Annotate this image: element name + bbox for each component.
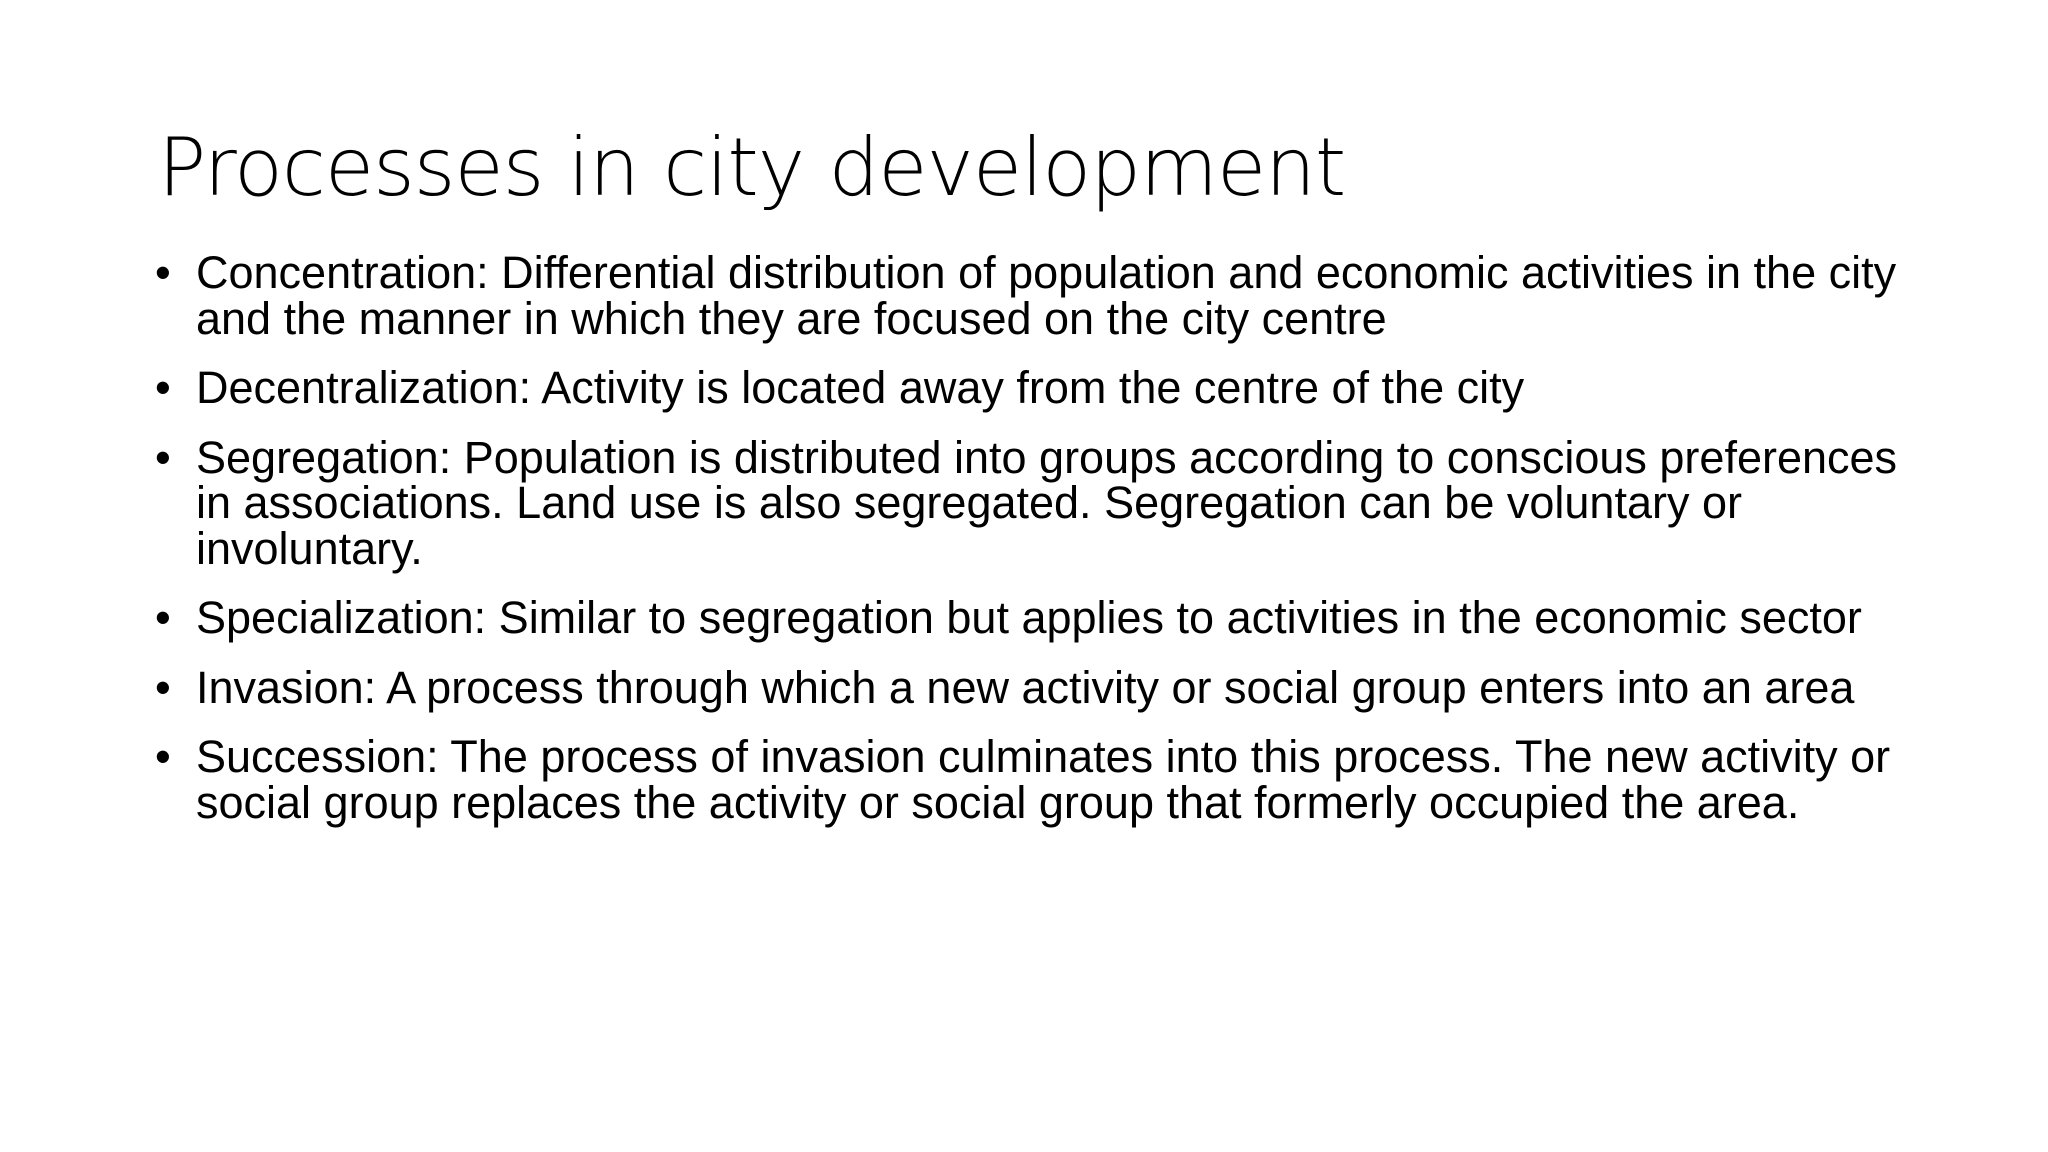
bullet-dot-icon: • [155,431,171,483]
bullet-item-decentralization [152,362,1932,413]
bullet-dot-icon: • [155,247,171,298]
slide-title: Processes in city development [158,121,1346,214]
bullet-dot-icon: • [155,592,171,643]
bullet-item-concentration [152,247,1932,344]
bullet-item-specialization [152,592,1932,643]
bullet-text: Specialization: Similar to segregation but applies to activities in the economic sector [196,592,1862,643]
bullet-item-invasion [152,661,1932,713]
bullet-text: Concentration: Differential distribution of population and economic activities in the city and the manner in which they are focused on the city centre [196,247,1897,344]
bullet-dot-icon: • [155,661,171,713]
bullet-text: Succession: The process of invasion culminates into this process. The new activity or social group replaces the activity or social group that formerly occupied the area. [196,731,1891,828]
bullet-dot-icon: • [155,731,171,782]
bullet-text: Segregation: Population is distributed into groups according to conscious preferences in associations. Land use is also segregated. Segregation can be voluntary or involuntary. [196,431,1898,574]
bullet-text: Decentralization: Activity is located away from the centre of the city [196,362,1525,413]
bullet-item-segregation [152,431,1932,574]
bullet-list [152,247,1932,849]
bullet-item-succession [152,731,1932,828]
bullet-dot-icon: • [155,362,171,413]
bullet-text: Invasion: A process through which a new activity or social group enters into an area [196,661,1855,713]
